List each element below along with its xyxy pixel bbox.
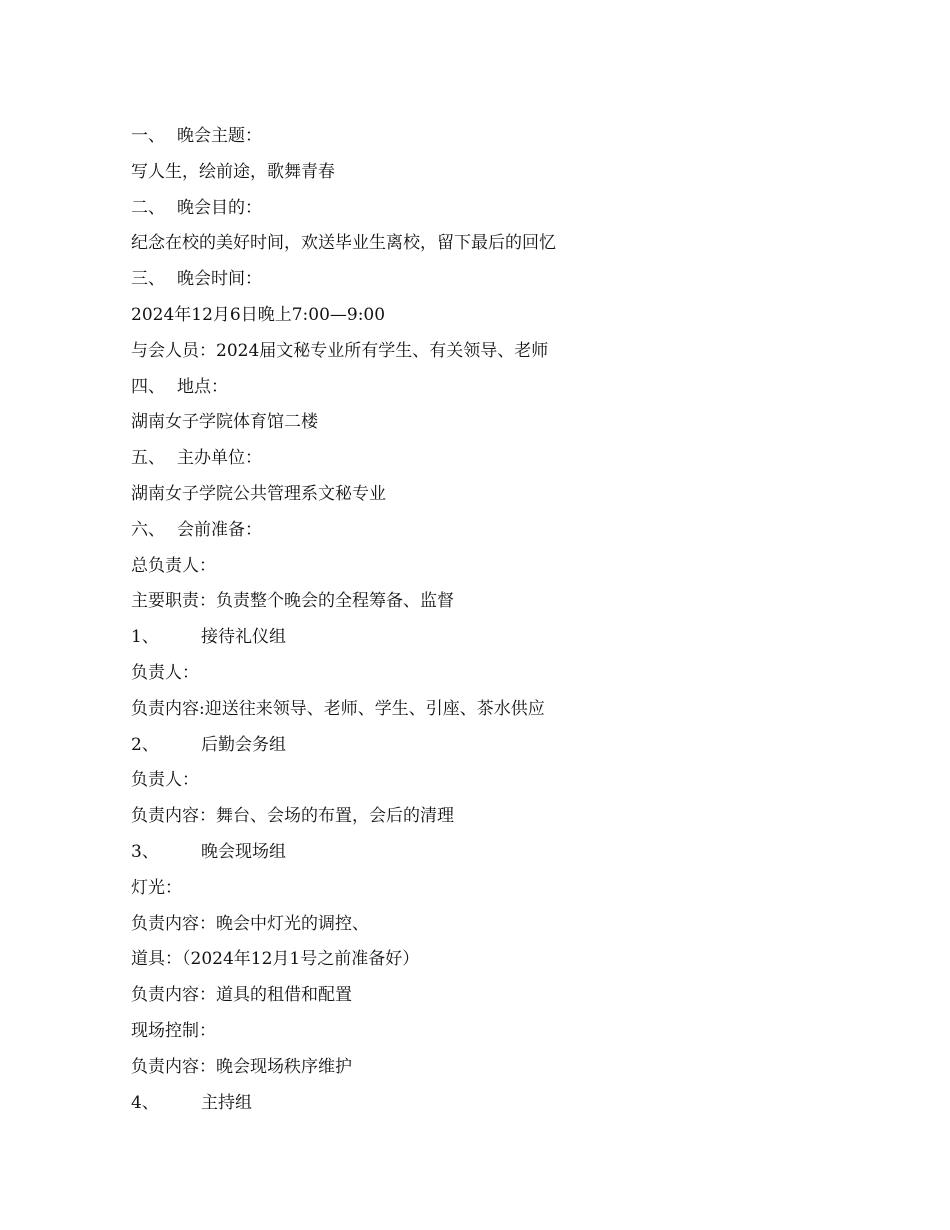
paragraph-text: 现场控制： bbox=[131, 1020, 216, 1041]
paragraph-text: 负责人： bbox=[131, 662, 199, 683]
section-heading-organizer bbox=[131, 441, 831, 477]
section-title: 会前准备： bbox=[177, 519, 262, 540]
subsection-number: 2、 bbox=[131, 734, 159, 755]
subsection-number: 1、 bbox=[131, 627, 159, 648]
paragraph-line bbox=[131, 226, 831, 262]
section-title: 晚会目的： bbox=[177, 197, 262, 218]
paragraph-text: 负责内容:迎送往来领导、老师、学生、引座、茶水供应 bbox=[131, 698, 545, 719]
section-heading-theme bbox=[131, 119, 831, 155]
paragraph-line bbox=[131, 799, 831, 835]
paragraph-line bbox=[131, 942, 831, 978]
subsection-heading-hosting bbox=[131, 1086, 831, 1122]
paragraph-line bbox=[131, 477, 831, 513]
paragraph-line bbox=[131, 1014, 831, 1050]
section-title: 晚会主题： bbox=[177, 126, 262, 146]
paragraph-text: 负责内容：晚会中灯光的调控、 bbox=[131, 913, 369, 934]
section-heading-time bbox=[131, 262, 831, 298]
paragraph-line bbox=[131, 763, 831, 799]
paragraph-text: 主要职责：负责整个晚会的全程筹备、监督 bbox=[131, 591, 454, 612]
paragraph-text: 湖南女子学院体育馆二楼 bbox=[131, 412, 318, 433]
section-title: 地点： bbox=[177, 376, 228, 397]
paragraph-line bbox=[131, 549, 831, 585]
paragraph-text: 湖南女子学院公共管理系文秘专业 bbox=[131, 483, 386, 504]
paragraph-line bbox=[131, 978, 831, 1014]
paragraph-text: 负责人： bbox=[131, 770, 199, 791]
subsection-number: 4、 bbox=[131, 1092, 159, 1113]
paragraph-text: 2024年12月6日晚上7:00—9:00 bbox=[131, 304, 386, 325]
paragraph-text: 灯光： bbox=[131, 877, 182, 898]
paragraph-line bbox=[131, 155, 831, 191]
section-heading-location bbox=[131, 370, 831, 406]
section-title: 晚会时间： bbox=[177, 269, 262, 290]
subsection-heading-reception bbox=[131, 620, 831, 656]
subsection-title: 晚会现场组 bbox=[201, 841, 286, 862]
section-number: 一、 bbox=[131, 126, 165, 146]
paragraph-line bbox=[131, 405, 831, 441]
subsection-heading-logistics bbox=[131, 728, 831, 764]
section-number: 五、 bbox=[131, 448, 165, 469]
section-heading-preparation bbox=[131, 513, 831, 549]
subsection-heading-onsite bbox=[131, 835, 831, 871]
section-title: 主办单位： bbox=[177, 448, 262, 469]
paragraph-line bbox=[131, 656, 831, 692]
paragraph-line bbox=[131, 298, 831, 334]
paragraph-line bbox=[131, 1050, 831, 1086]
paragraph-line bbox=[131, 871, 831, 907]
document-body bbox=[131, 119, 831, 1121]
subsection-title: 接待礼仪组 bbox=[201, 627, 286, 648]
paragraph-line bbox=[131, 692, 831, 728]
paragraph-text: 负责内容：晚会现场秩序维护 bbox=[131, 1056, 352, 1077]
paragraph-text: 负责内容：道具的租借和配置 bbox=[131, 985, 352, 1006]
section-number: 二、 bbox=[131, 197, 165, 218]
paragraph-text: 负责内容：舞台、会场的布置，会后的清理 bbox=[131, 806, 454, 827]
paragraph-text: 纪念在校的美好时间，欢送毕业生离校，留下最后的回忆 bbox=[131, 233, 556, 254]
paragraph-text: 写人生，绘前途，歌舞青春 bbox=[131, 161, 335, 182]
paragraph-text: 与会人员：2024届文秘专业所有学生、有关领导、老师 bbox=[131, 340, 549, 361]
paragraph-text: 总负责人： bbox=[131, 555, 216, 576]
subsection-number: 3、 bbox=[131, 841, 159, 862]
paragraph-line bbox=[131, 334, 831, 370]
paragraph-text: 道具：（2024年12月1号之前准备好） bbox=[131, 949, 420, 970]
section-number: 六、 bbox=[131, 519, 165, 540]
paragraph-line bbox=[131, 907, 831, 943]
paragraph-line bbox=[131, 584, 831, 620]
subsection-title: 主持组 bbox=[201, 1092, 252, 1113]
section-number: 四、 bbox=[131, 376, 165, 397]
section-number: 三、 bbox=[131, 269, 165, 290]
section-heading-purpose bbox=[131, 191, 831, 227]
subsection-title: 后勤会务组 bbox=[201, 734, 286, 755]
